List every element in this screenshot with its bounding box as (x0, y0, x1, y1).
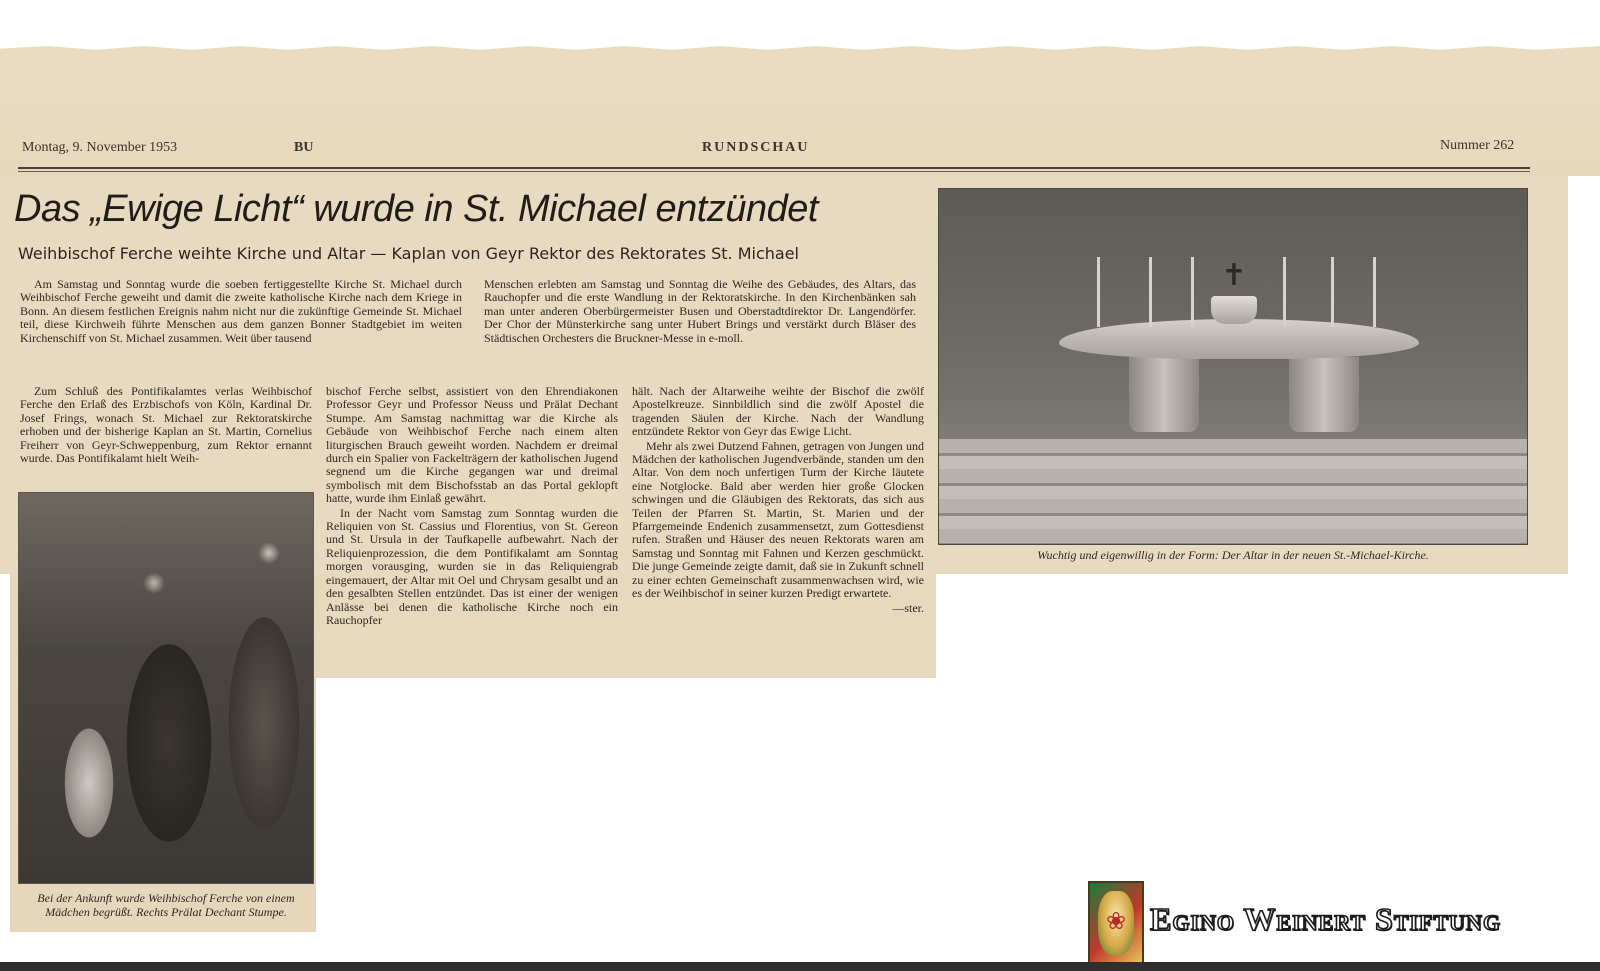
candle (1373, 257, 1376, 327)
column-2-paragraph-2: In der Nacht vom Samstag zum Sonntag wurden die Reliquien von St. Cassius und Florentius, von St. Gereon und St. Ursula in der Taufkapelle aufbewahrt. Nach der Reliquienprozession, die dem Pontifikalamt am Sonntag morgen vorausging, wurden sie in das Reliquiengrab eingemauert, der Altar mit Oel und Chrysam gesalbt und an den gesalbten Stellen entzündet. Das ist einer der wenigen Anlässe bei denen die katholische Kirche noch ein Rauchopfer (326, 505, 618, 627)
article-column-3 (632, 385, 924, 615)
foundation-logo (1088, 881, 1144, 965)
altar-table (1059, 319, 1419, 359)
lead-text-left: Am Samstag und Sonntag wurde die soeben fertiggestellte Kirche St. Michael durch Weihbischof Ferche geweiht und damit die zweite katholische Kirche nach dem Kriege in Bonn. An diesem festlichen Ereignis nahm nicht nur die zukünftige Gemeinde St. Michael teil, diese Kirchweih führte Menschen aus dem ganzen Bonner Stadtgebiet im weiten Kirchenschiff von St. Michael zusammen. Weit über tausend (20, 277, 462, 345)
column-3-paragraph-2: Mehr als zwei Dutzend Fahnen, getragen von Jungen und Mädchen der katholischen Jugendverbände, standen um den Altar. Von dem noch unfertigen Turm der Kirche läutete eine Notglocke. Bald aber werden hier große Glocken schwingen und die Gläubigen des Rektorats, das sich aus Teilen der Pfarren St. Martin, St. Marien und der Pfarrgemeinde Endenich zusammensetzt, zum Gottesdienst rufen. Straßen und Häuser des neuen Rektorats waren am Samstag und Sonntag mit Fahnen und Kerzen geschmückt. Die junge Gemeinde zeigte damit, daß sie in Zukunft schnell zu einer echten Gemeinschaft zusammenwachsen wird, wie es der Weihbischof in seiner kurzen Predigt erwartete. (632, 438, 924, 601)
altar-tabernacle (1211, 296, 1257, 324)
column-3-paragraph-1: hält. Nach der Altarweihe weihte der Bischof die zwölf Apostelkreuze. Sinnbildlich sind die zwölf Apostel die tragenden Säulen der Kirche. Nach der Wandlung entzündete Rektor von Geyr das Ewige Licht. (632, 384, 924, 439)
candle (1149, 257, 1152, 327)
masthead-rule-thin (18, 171, 1530, 172)
photo-right-caption: Wuchtig und eigenwillig in der Form: Der Altar in der neuen St.-Michael-Kirche. (1037, 548, 1429, 562)
photo-altar (938, 188, 1528, 545)
rose-logo-icon: ❀ (1105, 907, 1127, 935)
column-1-paragraph: Zum Schluß des Pontifikalamtes verlas Weihbischof Ferche den Erlaß des Erzbischofs von Köln, Kardinal Dr. Josef Frings, wonach St. Michael zur Rektoratskirche erhoben und der bisherige Kaplan an St. Martin, Cornelius Freiherr von Geyr-Schweppenburg, zum Rektor ernannt wurde. Das Pontifikalamt hielt Weih- (20, 384, 312, 466)
cross-icon: ✝ (1221, 258, 1247, 293)
altar-steps (939, 439, 1527, 544)
candle (1331, 257, 1334, 327)
photo-left-caption: Bei der Ankunft wurde Weihbischof Ferche von einem Mädchen begrüßt. Rechts Prälat Dechant Stumpe. (37, 891, 295, 919)
article-signature: —ster. (892, 600, 924, 615)
altar-pillar-left (1129, 357, 1199, 432)
clipping-top-band (0, 46, 1600, 176)
article-column-2 (326, 385, 618, 627)
lead-paragraph-left (20, 278, 462, 345)
candle (1097, 257, 1100, 327)
article-column-1 (20, 385, 312, 465)
candle (1283, 257, 1286, 327)
masthead-paper-name: RUNDSCHAU (702, 140, 810, 155)
logo-emblem (1098, 891, 1134, 955)
masthead-date: Montag, 9. November 1953 (22, 140, 178, 155)
altar-pillar-right (1289, 357, 1359, 432)
lead-paragraph-right (484, 278, 916, 345)
candle (1191, 257, 1194, 327)
foundation-name: Egino Weinert Stiftung (1150, 901, 1502, 937)
scan-bottom-edge (0, 962, 1600, 971)
masthead-edition: BU (294, 140, 314, 155)
photo-bishop-arrival (18, 492, 314, 884)
article-subheadline: Weihbischof Ferche weihte Kirche und Altar — Kaplan von Geyr Rektor des Rektorates St. Michael (18, 244, 799, 263)
column-2-paragraph-1: bischof Ferche selbst, assistiert von den Ehrendiakonen Professor Geyr und Professor Neuss und Prälat Dechant Stumpe. Am Samstag nachmittag war die Kirche als Gebäude von Weihbischof Ferche nach einem alten liturgischen Brauch geweiht worden. Nachdem er dreimal durch ein Spalier von Fackelträgern der katholischen Jugend segnend um die Kirche gegangen war und dreimal symbolisch mit dem Bischofsstab an das Portal geklopft hatte, wurde ihm Einlaß gewährt. (326, 384, 618, 506)
lead-text-right: Menschen erlebten am Samstag und Sonntag die Weihe des Gebäudes, des Altars, das Rauchopfer und die erste Wandlung in der Rektoratskirche. In den Kirchenbänken sah man unter anderen Oberbürgermeister Busen und Oberstadtdirektor Dr. Langendörfer. Der Chor der Münsterkirche sang unter Hubert Brings und verstärkt durch Bläser des Städtischen Orchesters die Bruckner-Messe in e-moll. (484, 277, 916, 345)
article-headline: Das „Ewige Licht“ wurde in St. Michael entzündet (14, 188, 818, 230)
masthead-issue: Nummer 262 (1440, 138, 1515, 153)
masthead-rule (18, 167, 1530, 169)
